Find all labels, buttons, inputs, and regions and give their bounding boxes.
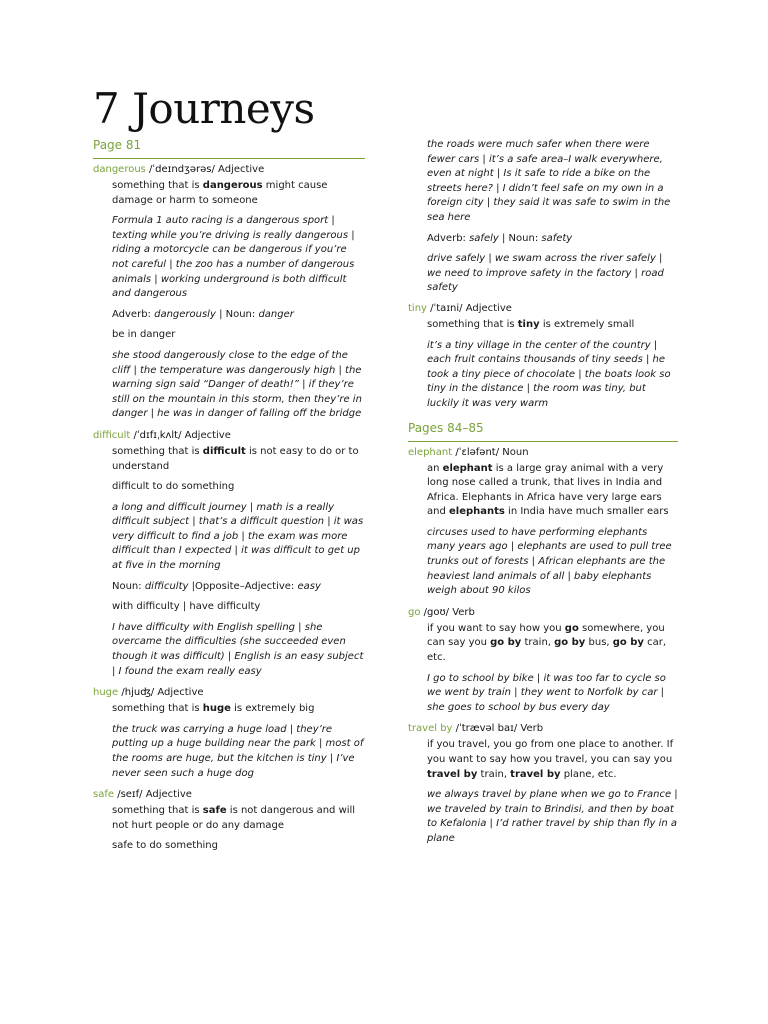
definition: if you want to say how you go somewhere, you can say you go by train, go by bus, go by car, etc.	[427, 622, 667, 664]
phrase-examples: she stood dangerously close to the edge of the cliff | the temperature was dangerously high | the warning sign said “Danger of death!” | if they’re still on the mountain in this storm, then they’re in danger | he was in danger of falling off the bridge	[112, 349, 362, 420]
headword: travel by	[408, 723, 453, 735]
phrase: safe to do something	[112, 840, 218, 852]
entry-headline	[408, 302, 678, 316]
examples: it’s a tiny village in the center of the country | each fruit contains thousands of tiny seeds | he took a tiny piece of chocolate | the boats look so tiny in the distance | the room was tiny, but luckily it was very warm	[427, 339, 671, 409]
section-heading-pages-84-85: Pages 84–85	[408, 419, 678, 442]
examples: the roads were much safer when there were fewer cars | it’s a safe area–I walk everywhere, even at night | Is it safe to ride a bike on the streets here? | I didn’t feel safe on my own in a foreign city | they said it was safe to swim in the sea here	[427, 139, 671, 223]
definition: something that is tiny is extremely small	[427, 318, 635, 330]
headword: go	[408, 606, 421, 618]
definition: an elephant is a large gray animal with a very long nose called a trunk, that lives in India and Africa. Elephants in Africa have very large ears and elephants in India have much smaller ears	[427, 462, 669, 518]
pronunciation: /ˈdeɪndʒərəs/	[145, 164, 215, 175]
pronunciation: /seɪf/	[114, 789, 143, 801]
definition: if you travel, you go from one place to another. If you want to say how you travel, you can say you travel by train, travel by plane, etc.	[427, 739, 674, 780]
part-of-speech: Verb	[517, 723, 544, 735]
examples: a long and difficult journey | math is a really difficult subject | that’s a difficult question | it was very difficult to find a job | the exam was more difficult than I expected | it was difficult to get up at five in the morning	[112, 501, 364, 572]
pronunciation: /ˈtaɪni/	[426, 302, 463, 314]
related-forms: Noun: difficulty |Opposite–Adjective: easy	[112, 580, 321, 592]
examples: circuses used to have performing elephants many years ago | elephants are used to pull tree trunks out of forests | African elephants are the heaviest land animals of all | baby elephants weigh about 90 kilos	[427, 526, 672, 597]
part-of-speech: Adjective	[181, 429, 231, 441]
examples: I have difficulty with English spelling | she overcame the difficulties (she succeeded even though it was difficult) | English is an easy subject | I found the exam really easy	[112, 621, 364, 677]
pronunciation: /goʊ/	[420, 606, 450, 618]
entry-headline	[408, 446, 678, 460]
definition: something that is difficult is not easy to do or to understand	[112, 445, 359, 472]
phrase: difficult to do something	[112, 481, 235, 493]
right-column	[408, 136, 678, 854]
headword: elephant	[408, 446, 453, 458]
part-of-speech: Adjective	[214, 164, 265, 175]
examples: we always travel by plane when we go to France | we traveled by train to Brindisi, and then by boat to Kefalonia | I’d rather travel by ship than fly in a plane	[427, 789, 678, 844]
entry-headline	[93, 429, 365, 443]
headword: tiny	[408, 302, 427, 314]
entry-go	[408, 606, 678, 716]
entry-elephant	[408, 446, 678, 599]
entry-tiny	[408, 302, 678, 412]
entry-travel-by	[408, 722, 678, 846]
related-forms: Adverb: dangerously | Noun: danger	[112, 308, 294, 320]
part-of-speech: Verb	[449, 606, 475, 618]
pronunciation: /ˈɛləfənt/	[452, 446, 500, 458]
part-of-speech: Adjective	[154, 687, 204, 699]
entry-dangerous	[93, 163, 365, 422]
entry-headline	[93, 686, 365, 700]
left-column	[93, 136, 365, 861]
section-heading-page-81: Page 81	[93, 136, 365, 159]
entry-headline	[408, 722, 678, 736]
pronunciation: /ˈdɪfɪˌkʌlt/	[130, 429, 182, 441]
headword: dangerous	[93, 164, 146, 175]
entry-headline	[93, 163, 365, 177]
examples: the truck was carrying a huge load | they’re putting up a huge building near the park | most of the rooms are huge, but the kitchen is tiny | I’ve never seen such a huge dog	[112, 723, 364, 779]
headword: huge	[93, 687, 119, 699]
definition: something that is safe is not dangerous and will not hurt people or do any damage	[112, 805, 356, 831]
examples: drive safely | we swam across the river safely | we need to improve safety in the factory | road safety	[427, 253, 664, 294]
examples: Formula 1 auto racing is a dangerous sport | texting while you’re driving is really dangerous | riding a motorcycle can be dangerous if you’re not careful | the zoo has a number of dangerous animals | working underground is both difficult and dangerous	[112, 215, 355, 300]
headword: safe	[93, 789, 115, 801]
entry-headline	[408, 606, 678, 620]
entry-huge	[93, 686, 365, 781]
related-forms: Adverb: safely | Noun: safety	[427, 232, 573, 244]
entry-safe	[93, 788, 365, 854]
entry-difficult	[93, 429, 365, 679]
headword: difficult	[93, 429, 131, 441]
part-of-speech: Adjective	[462, 302, 512, 314]
page-title: 7 Journeys	[93, 84, 315, 133]
part-of-speech: Adjective	[142, 789, 192, 801]
entry-headline	[93, 788, 365, 802]
entry-safe-continued	[427, 138, 678, 296]
definition: something that is huge is extremely big	[112, 703, 315, 715]
definition: something that is dangerous might cause damage or harm to someone	[112, 180, 328, 206]
pronunciation: /ˈtrævəl baɪ/	[452, 723, 518, 735]
phrase: with difficulty | have difficulty	[112, 601, 261, 613]
examples: I go to school by bike | it was too far to cycle so we went by train | they went to Norfolk by car | she goes to school by bus every day	[427, 672, 666, 713]
part-of-speech: Noun	[499, 446, 529, 458]
pronunciation: /hjuʤ/	[118, 687, 155, 699]
phrase: be in danger	[112, 329, 176, 341]
